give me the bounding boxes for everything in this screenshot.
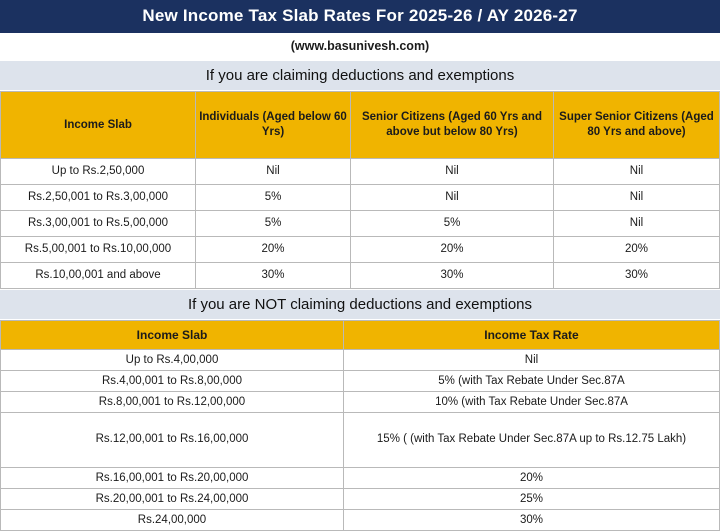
table-row [1, 158, 720, 184]
table-row [1, 210, 720, 236]
source-website: (www.basunivesh.com) [0, 33, 720, 60]
cell-slab: Up to Rs.2,50,000 [1, 158, 196, 184]
cell-super-senior: Nil [554, 158, 720, 184]
column-header-individuals: Individuals (Aged below 60 Yrs) [196, 91, 351, 158]
table-with-deductions [0, 91, 720, 289]
table-row [1, 488, 720, 509]
cell-rate: Nil [344, 349, 720, 370]
column-header-super-senior-citizens: Super Senior Citizens (Aged 80 Yrs and above) [554, 91, 720, 158]
section-banner-with-deductions: If you are claiming deductions and exemptions [0, 60, 720, 91]
table-row [1, 236, 720, 262]
table-row [1, 467, 720, 488]
column-header-income-slab-new: Income Slab [1, 320, 344, 349]
table-header-row [1, 91, 720, 158]
table-row [1, 349, 720, 370]
cell-rate: 15% ( (with Tax Rebate Under Sec.87A up to Rs.12.75 Lakh) [344, 412, 720, 467]
cell-senior: 30% [351, 262, 554, 288]
cell-slab: Rs.5,00,001 to Rs.10,00,000 [1, 236, 196, 262]
cell-rate: 20% [344, 467, 720, 488]
cell-individuals: Nil [196, 158, 351, 184]
cell-slab: Rs.4,00,001 to Rs.8,00,000 [1, 370, 344, 391]
cell-slab: Rs.20,00,001 to Rs.24,00,000 [1, 488, 344, 509]
cell-individuals: 5% [196, 184, 351, 210]
cell-senior: Nil [351, 158, 554, 184]
table-row [1, 391, 720, 412]
table-row [1, 370, 720, 391]
cell-slab: Rs.2,50,001 to Rs.3,00,000 [1, 184, 196, 210]
cell-super-senior: Nil [554, 184, 720, 210]
cell-slab: Rs.8,00,001 to Rs.12,00,000 [1, 391, 344, 412]
cell-super-senior: Nil [554, 210, 720, 236]
cell-senior: Nil [351, 184, 554, 210]
table-row [1, 262, 720, 288]
cell-slab: Rs.3,00,001 to Rs.5,00,000 [1, 210, 196, 236]
table-header-row [1, 320, 720, 349]
cell-slab: Rs.16,00,001 to Rs.20,00,000 [1, 467, 344, 488]
cell-senior: 20% [351, 236, 554, 262]
cell-individuals: 5% [196, 210, 351, 236]
cell-rate: 5% (with Tax Rebate Under Sec.87A [344, 370, 720, 391]
cell-individuals: 20% [196, 236, 351, 262]
cell-rate: 30% [344, 509, 720, 530]
cell-slab: Rs.12,00,001 to Rs.16,00,000 [1, 412, 344, 467]
cell-super-senior: 20% [554, 236, 720, 262]
cell-individuals: 30% [196, 262, 351, 288]
cell-rate: 10% (with Tax Rebate Under Sec.87A [344, 391, 720, 412]
table-row [1, 412, 720, 467]
column-header-income-tax-rate: Income Tax Rate [344, 320, 720, 349]
cell-senior: 5% [351, 210, 554, 236]
cell-slab: Up to Rs.4,00,000 [1, 349, 344, 370]
section-banner-without-deductions: If you are NOT claiming deductions and exemptions [0, 289, 720, 320]
cell-slab: Rs.24,00,000 [1, 509, 344, 530]
table-row [1, 184, 720, 210]
cell-slab: Rs.10,00,001 and above [1, 262, 196, 288]
page-title: New Income Tax Slab Rates For 2025-26 / AY 2026-27 [0, 0, 720, 33]
table-row [1, 509, 720, 530]
cell-rate: 25% [344, 488, 720, 509]
table-without-deductions [0, 320, 720, 531]
cell-super-senior: 30% [554, 262, 720, 288]
column-header-income-slab: Income Slab [1, 91, 196, 158]
column-header-senior-citizens: Senior Citizens (Aged 60 Yrs and above but below 80 Yrs) [351, 91, 554, 158]
